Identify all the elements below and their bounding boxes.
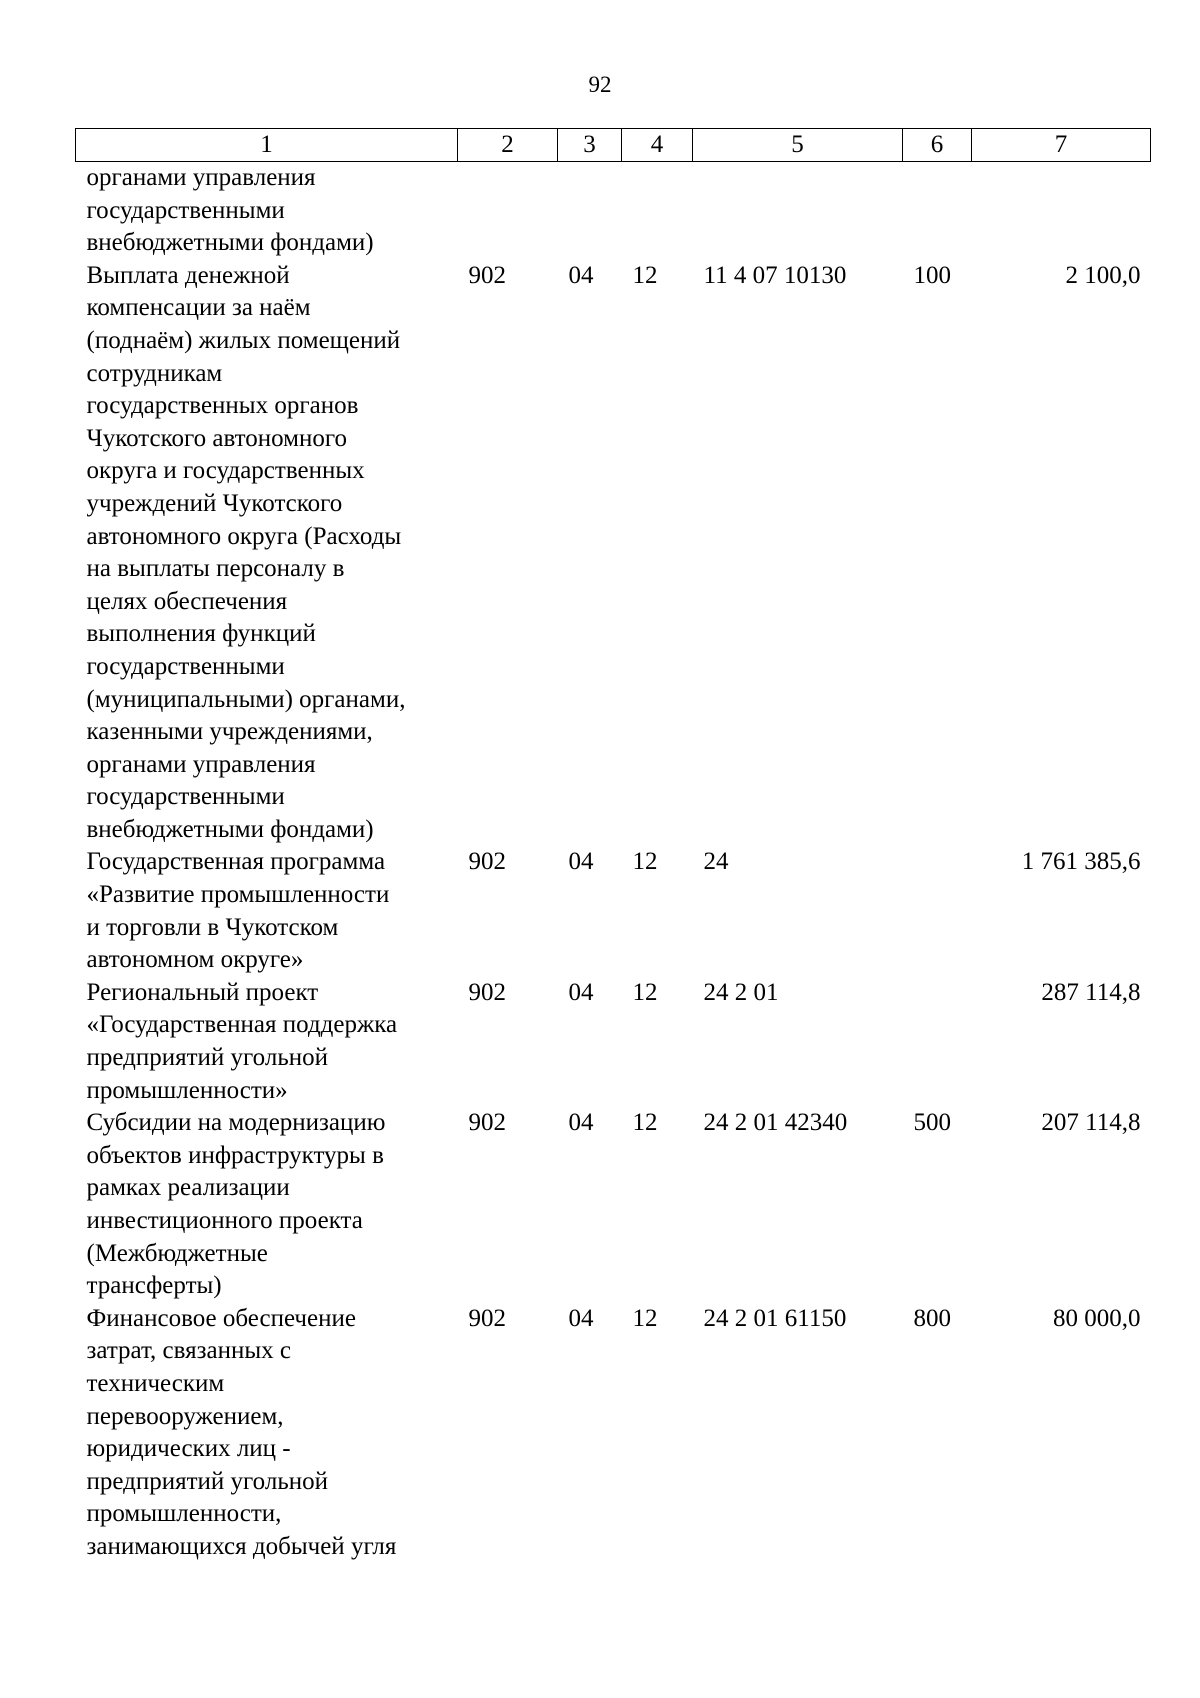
header-col-5: 5: [693, 129, 903, 162]
header-col-4: 4: [622, 129, 693, 162]
row-amount: [972, 162, 1151, 260]
row-target-article: [693, 162, 903, 260]
row-name: Выплата денежной компенсации за наём (поднаём) жилых помещений сотрудникам государственных органов Чукотского автономного округа и государственных учреждений Чукотского автономного округа (Расходы на выплаты персоналу в целях обеспечения выполнения функций государственными (муниципальными) органами, казенными учреждениями, органами управления государственными внебюджетными фондами): [86, 261, 406, 843]
row-admin-code: 902: [468, 1109, 506, 1137]
table-row: [76, 846, 1151, 976]
row-expense-type: [903, 846, 972, 976]
row-section: [558, 162, 622, 260]
row-section: 04: [568, 1109, 594, 1137]
row-amount: 2 100,0: [1065, 261, 1141, 289]
row-target-article: 24 2 01 61150: [703, 1304, 847, 1332]
row-expense-type: 800: [913, 1304, 951, 1332]
header-col-2: 2: [458, 129, 558, 162]
row-name: Государственная программа «Развитие промышленности и торговли в Чукотском автономном округе»: [86, 848, 390, 974]
table-body: [76, 162, 1151, 1564]
row-target-article: 24 2 01: [703, 978, 779, 1006]
row-subsection: 12: [632, 1109, 658, 1137]
row-subsection: [622, 162, 693, 260]
row-subsection: 12: [632, 848, 658, 876]
row-admin-code: [458, 162, 558, 260]
table-row: [76, 1303, 1151, 1564]
table-row: [76, 260, 1151, 847]
row-subsection: 12: [632, 978, 658, 1006]
row-expense-type: 100: [913, 261, 951, 289]
row-name: Субсидии на модернизацию объектов инфраструктуры в рамках реализации инвестиционного проекта (Межбюджетные трансферты): [86, 1109, 386, 1300]
row-expense-type: 500: [913, 1109, 951, 1137]
row-section: 04: [568, 261, 594, 289]
row-expense-type: [903, 977, 972, 1107]
row-section: 04: [568, 978, 594, 1006]
row-target-article: 11 4 07 10130: [703, 261, 847, 289]
header-col-6: 6: [903, 129, 972, 162]
row-target-article: 24 2 01 42340: [703, 1109, 848, 1137]
row-admin-code: 902: [468, 1304, 506, 1332]
table-header: [76, 129, 1151, 162]
row-name: Региональный проект «Государственная поддержка предприятий угольной промышленности»: [86, 978, 398, 1104]
row-admin-code: 902: [468, 848, 506, 876]
row-amount: 1 761 385,6: [1021, 848, 1141, 876]
page-number: 92: [588, 72, 612, 97]
row-amount: 80 000,0: [1053, 1304, 1141, 1332]
row-admin-code: 902: [468, 978, 506, 1006]
row-name: Финансовое обеспечение затрат, связанных с техническим перевооружением, юридических лиц - предприятий угольной промышленности, занимающихся добычей угля: [86, 1304, 397, 1560]
header-col-7: 7: [972, 129, 1151, 162]
row-amount: 287 114,8: [1041, 978, 1141, 1006]
row-section: 04: [568, 848, 594, 876]
row-admin-code: 902: [468, 261, 506, 289]
row-amount: 207 114,8: [1041, 1109, 1141, 1137]
header-col-1: 1: [76, 129, 458, 162]
row-expense-type: [903, 162, 972, 260]
row-name: органами управления государственными внебюджетными фондами): [86, 164, 374, 257]
row-subsection: 12: [632, 1304, 658, 1332]
table-row: [76, 977, 1151, 1107]
row-section: 04: [568, 1304, 594, 1332]
budget-table: [75, 128, 1151, 1564]
header-col-3: 3: [558, 129, 622, 162]
header-row: [76, 129, 1151, 162]
row-target-article: 24: [703, 848, 729, 876]
row-subsection: 12: [632, 261, 658, 289]
table-row: [76, 162, 1151, 260]
table-row: [76, 1107, 1151, 1303]
